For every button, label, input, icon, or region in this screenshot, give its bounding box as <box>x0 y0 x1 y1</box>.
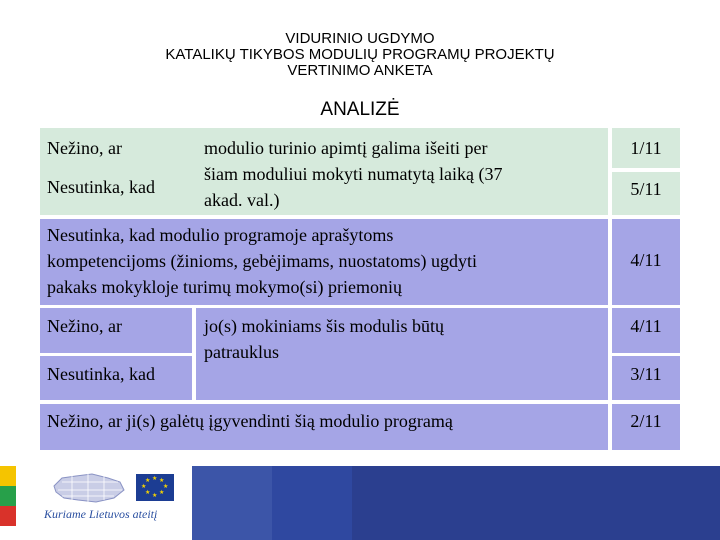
header-line-1: VIDURINIO UGDYMO <box>285 30 435 47</box>
row3-value-disagree: 3/11 <box>630 364 662 384</box>
row3-label-unsure: Nežino, ar <box>47 316 122 336</box>
footer-band-mid <box>272 466 352 540</box>
row1-value-disagree: 5/11 <box>630 179 662 199</box>
header-line-3: VERTINIMO ANKETA <box>287 62 433 79</box>
row3-question-line2: patrauklus <box>204 342 279 362</box>
row4-question: Nežino, ar ji(s) galėtų įgyvendinti šią modulio programą <box>47 411 453 431</box>
footer-band-dark <box>352 466 720 540</box>
row1-value-unsure: 1/11 <box>630 138 662 158</box>
row1-label-disagree: Nesutinka, kad <box>47 177 155 197</box>
eu-flag-icon: ★ ★ ★ ★ ★ ★ ★ ★ <box>136 474 174 501</box>
row2-question-line3: pakaks mokykloje turimų mokymo(si) priemonių <box>47 277 402 297</box>
flag-stripe-green <box>0 486 16 506</box>
page-subtitle: ANALIZĖ <box>320 99 400 120</box>
row3-value-unsure: 4/11 <box>630 316 662 336</box>
row2-question-line1: Nesutinka, kad modulio programoje aprašytoms <box>47 225 394 245</box>
row1-label-unsure: Nežino, ar <box>47 138 122 158</box>
row1-question-line2: šiam moduliui mokyti numatytą laiką (37 <box>204 164 503 184</box>
row1-question-line1: modulio turinio apimtį galima išeiti per <box>204 138 488 158</box>
row2-value: 4/11 <box>630 250 662 270</box>
flag-stripe-red <box>0 506 16 526</box>
header-line-2: KATALIKŲ TIKYBOS MODULIŲ PROGRAMŲ PROJEKTŲ <box>165 46 555 63</box>
eu-funds-logo <box>40 466 192 528</box>
lithuania-map-icon <box>48 472 128 504</box>
row2-question-line2: kompetencijoms (žinioms, gebėjimams, nuostatoms) ugdyti <box>47 251 477 271</box>
row4-value: 2/11 <box>630 411 662 431</box>
row3-question-line1: jo(s) mokiniams šis modulis būtų <box>204 316 445 336</box>
footer-slogan: Kuriame Lietuvos ateitį <box>44 507 158 521</box>
footer-band-light <box>192 466 272 540</box>
flag-stripe-yellow <box>0 466 16 486</box>
row1-question-line3: akad. val.) <box>204 190 280 210</box>
row3-label-disagree: Nesutinka, kad <box>47 364 155 384</box>
